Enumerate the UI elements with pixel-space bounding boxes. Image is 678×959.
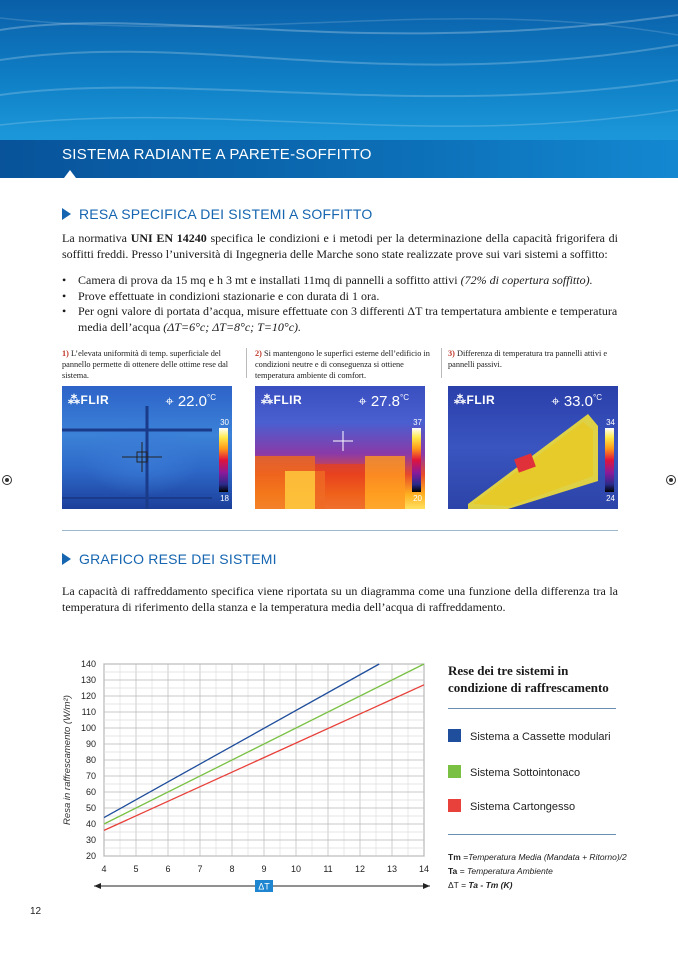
- y-tick-label: 80: [85, 755, 96, 765]
- registration-mark: [666, 475, 676, 485]
- temperature-value: 22.0: [177, 393, 208, 410]
- temperature-unit: °C: [593, 393, 602, 402]
- temperature-readout: ⌖ $33.0^{^\circ C}$: [551, 393, 602, 410]
- color-scale-bar: [605, 428, 614, 492]
- flir-logo-text: FLIR: [466, 393, 496, 407]
- intro-paragraph: [62, 231, 618, 262]
- flir-logo: ⁂FLIR: [68, 393, 110, 407]
- triangle-bullet-icon: [62, 553, 71, 565]
- temperature-readout: ⌖ $22.0^{^\circ C}$: [165, 393, 216, 410]
- scale-min: 20: [413, 494, 422, 503]
- caption-divider: [246, 348, 247, 378]
- list-item-text: Camera di prova da 15 mq e h 3 mt e installati 11mq di pannelli a soffitto attivi: [78, 273, 461, 287]
- legend-label: Sistema Sottointonaco: [470, 767, 581, 779]
- scale-min: 18: [220, 494, 229, 503]
- temperature-unit: °C: [207, 393, 216, 402]
- y-tick-label: 30: [85, 835, 96, 845]
- note-key: Ta: [448, 866, 458, 876]
- y-tick-label: 140: [80, 659, 96, 669]
- y-tick-label: 60: [85, 787, 96, 797]
- color-scale-bar: [219, 428, 228, 492]
- list-item: [62, 273, 618, 289]
- y-tick-label: 20: [85, 851, 96, 861]
- y-tick-label: 50: [85, 803, 96, 813]
- list-item: [62, 289, 618, 305]
- x-tick-label: 9: [261, 864, 267, 874]
- temperature-value: 27.8: [370, 393, 401, 410]
- legend-swatch: [448, 729, 461, 742]
- legend-item-cartongesso: [448, 799, 575, 813]
- x-tick-label: 5: [133, 864, 139, 874]
- x-tick-label: 4: [101, 864, 107, 874]
- test-conditions-list: [62, 273, 618, 335]
- scale-max: 37: [413, 418, 422, 427]
- scale-max: 34: [606, 418, 615, 427]
- list-item-italic: (ΔT=6°c; ΔT=8°c; T=10°c).: [163, 319, 302, 334]
- intro-norm-bold: UNI EN 14240: [130, 231, 207, 245]
- thermal-image-2: [255, 386, 425, 509]
- y-tick-label: 120: [80, 691, 96, 701]
- section-title-grafico: [62, 551, 277, 567]
- intro-text-start: La normativa: [62, 231, 131, 245]
- triangle-bullet-icon: [62, 208, 71, 220]
- thermal-caption-3: [448, 348, 630, 370]
- note-dt: [448, 878, 627, 892]
- legend-swatch: [448, 765, 461, 778]
- thermal-image-3: [448, 386, 618, 509]
- legend-item-cassette: [448, 729, 611, 743]
- section-divider: [62, 530, 618, 531]
- y-tick-label: 40: [85, 819, 96, 829]
- note-tm: [448, 850, 627, 864]
- x-tick-label: 12: [354, 864, 366, 874]
- legend-swatch: [448, 799, 461, 812]
- note-text: Ta - Tm (K): [466, 880, 513, 890]
- temperature-readout: ⌖ $27.8^{^\circ C}$: [358, 393, 409, 410]
- page-number: 12: [30, 906, 42, 917]
- y-tick-label: 90: [85, 739, 96, 749]
- flir-logo-text: FLIR: [273, 393, 303, 407]
- x-tick-label: 14: [418, 864, 430, 874]
- legend-label: Sistema a Cassette modulari: [470, 731, 611, 743]
- section-title-resa: [62, 206, 372, 222]
- section-title-text: RESA SPECIFICA DEI SISTEMI A SOFFITTO: [79, 206, 373, 222]
- temperature-value: 33.0: [563, 393, 594, 410]
- header-notch: [64, 170, 76, 178]
- legend-divider: [448, 834, 616, 835]
- x-tick-label: 11: [323, 864, 333, 874]
- caption-number: 3): [448, 349, 455, 358]
- thermal-image-1: [62, 386, 232, 509]
- x-axis-label: ΔT: [258, 881, 270, 892]
- note-key: ΔT =: [448, 880, 467, 890]
- resa-line-chart: [52, 652, 434, 902]
- list-item-text: Prove effettuate in condizioni stazionarie e con durata di 1 ora.: [78, 288, 380, 303]
- flir-logo-text: FLIR: [80, 393, 110, 407]
- header-banner: [0, 0, 678, 178]
- y-tick-label: 110: [81, 707, 96, 717]
- caption-text: Differenza di temperatura tra pannelli attivi e pannelli passivi.: [448, 349, 608, 369]
- caption-number: 2): [255, 349, 262, 358]
- y-axis-label: Resa in raffrescamento (W/m²): [62, 695, 73, 825]
- legend-title: Rese dei tre sistemi in condizione di raffrescamento: [448, 663, 609, 695]
- y-tick-label: 130: [80, 675, 96, 685]
- caption-text: Si mantengono le superfici esterne dell’edificio in condizioni neutre e di conseguenza si ottiene temperatura ambiente di comfort.: [255, 349, 430, 380]
- note-text: =Temperatura Media (Mandata + Ritorno)/2: [460, 852, 627, 862]
- scale-max: 30: [220, 418, 229, 427]
- x-tick-label: 7: [197, 864, 203, 874]
- registration-mark: [2, 475, 12, 485]
- x-tick-label: 8: [229, 864, 235, 874]
- intro-text-end: specifica le condizioni e i metodi per la determinazione della capacità frigorifera di soffitti freddi. Presso l’università di Ingegneria delle Marche sono state realizzate prove sui vari sistemi a soffitto:: [62, 231, 619, 261]
- formula-notes: [448, 850, 627, 892]
- x-axis-arrow-right: [423, 883, 430, 889]
- x-tick-label: 10: [290, 864, 302, 874]
- list-item-text: Per ogni valore di portata d’acqua, misure effettuate con 3 differenti ΔT tra tempertatura ambiente e temperatura media dell’acqua: [78, 304, 618, 334]
- legend-label: Sistema Cartongesso: [470, 801, 576, 813]
- section-title-text: GRAFICO RESE DEI SISTEMI: [79, 551, 277, 567]
- note-text: = Temperatura Ambiente: [457, 866, 553, 876]
- caption-text: L’elevata uniformità di temp. superficiale del pannello permette di ottenere delle ottime rese dal sistema.: [62, 349, 229, 380]
- thermal-caption-1: [62, 348, 244, 381]
- chart-description: La capacità di raffreddamento specifica viene riportata su un diagramma come una funzione della differenza tra la temperatura di riferimento della stanza e la temperatura media dell’acqua di raffreddamento.: [62, 584, 618, 614]
- scale-min: 24: [606, 494, 615, 503]
- caption-number: 1): [62, 349, 69, 358]
- color-scale-bar: [412, 428, 421, 492]
- temperature-unit: °C: [400, 393, 409, 402]
- x-tick-label: 6: [165, 864, 171, 874]
- y-tick-label: 100: [80, 723, 96, 733]
- flir-logo: ⁂FLIR: [261, 393, 303, 407]
- flir-logo: ⁂FLIR: [454, 393, 496, 407]
- page-title: SISTEMA RADIANTE A PARETE-SOFFITTO: [62, 146, 372, 163]
- list-item: [62, 304, 618, 335]
- caption-divider: [441, 348, 442, 378]
- note-key: Tm: [448, 852, 461, 862]
- thermal-caption-2: [255, 348, 437, 381]
- list-item-italic: (72% di copertura soffitto).: [460, 273, 593, 287]
- note-ta: [448, 864, 627, 878]
- legend-item-sottointonaco: [448, 765, 580, 779]
- x-tick-label: 13: [386, 864, 398, 874]
- x-axis-arrow-left: [94, 883, 101, 889]
- legend-divider: [448, 708, 616, 709]
- y-tick-label: 70: [85, 771, 96, 781]
